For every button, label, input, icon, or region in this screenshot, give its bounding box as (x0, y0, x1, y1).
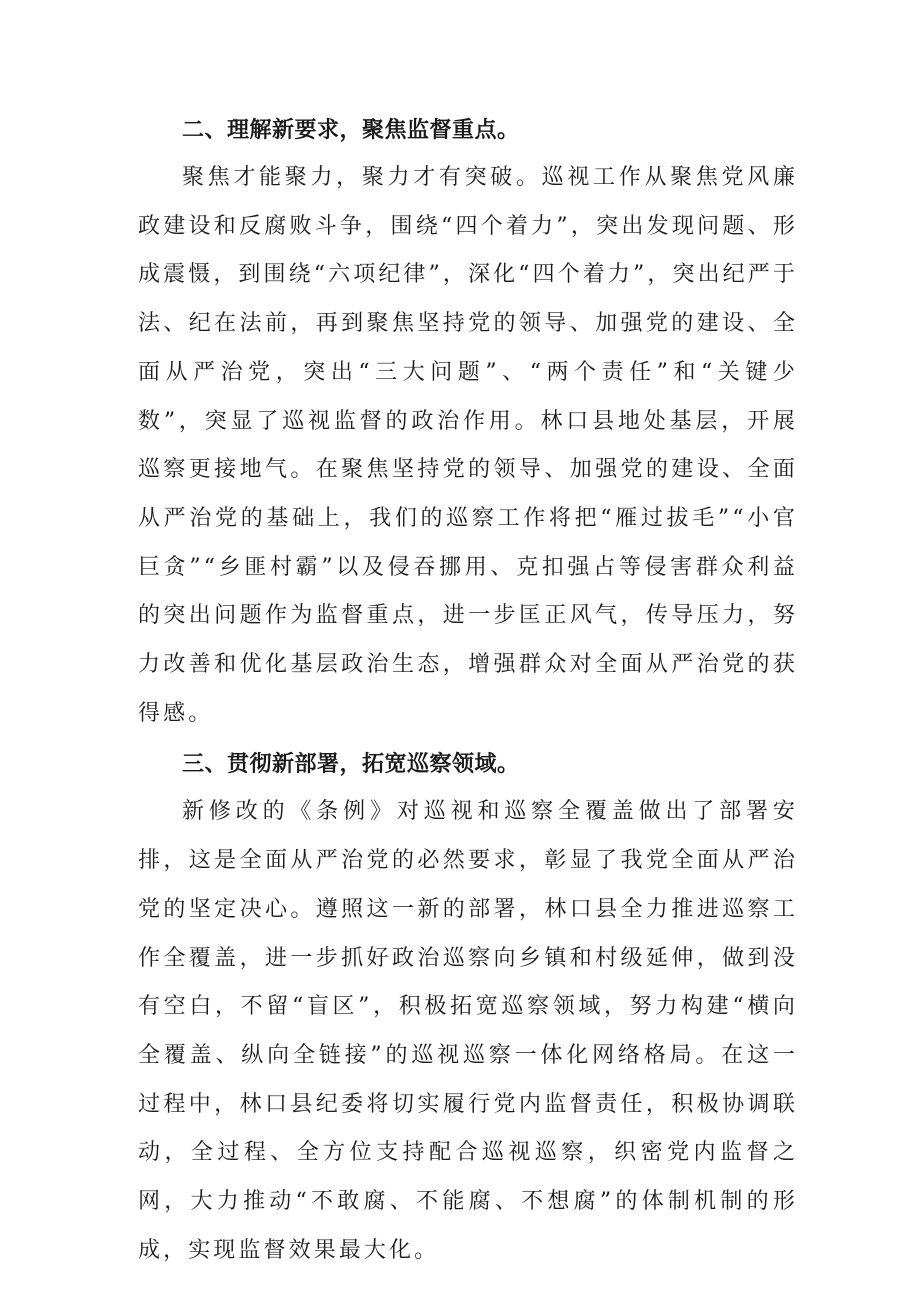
section-3-paragraph: 新修改的《条例》对巡视和巡察全覆盖做出了部署安排，这是全面从严治党的必然要求，彰显了我党全面从严治党的坚定决心。遵照这一新的部署，林口县全力推进巡察工作全覆盖，进一步抓好政治巡察向乡镇和村级延伸，做到没有空白，不留“盲区”，积极拓宽巡察领域，努力构建“横向全覆盖、纵向全链接”的巡视巡察一体化网络格局。在这一过程中，林口县纪委将切实履行党内监督责任，积极协调联动，全过程、全方位支持配合巡视巡察，织密党内监督之网，大力推动“不敢腐、不能腐、不想腐”的体制机制的形成，实现监督效果最大化。 (138, 799, 798, 1263)
section-2-heading: 二、理解新要求，聚焦监督重点。 (182, 118, 520, 143)
section-2-paragraph: 聚焦才能聚力，聚力才有突破。巡视工作从聚焦党风廉政建设和反腐败斗争，围绕“四个着力”，突出发现问题、形成震慑，到围绕“六项纪律”，深化“四个着力”，突出纪严于法、纪在法前，再到聚焦坚持党的领导、加强党的建设、全面从严治党，突出“三大问题”、“两个责任”和“关键少数”，突显了巡视监督的政治作用。林口县地处基层，开展巡察更接地气。在聚焦坚持党的领导、加强党的建设、全面从严治党的基础上，我们的巡察工作将把“雁过拔毛”“小官巨贪”“乡匪村霸”以及侵吞挪用、克扣强占等侵害群众利益的突出问题作为监督重点，进一步匡正风气，传导压力，努力改善和优化基层政治生态，增强群众对全面从严治党的获得感。 (138, 165, 798, 726)
section-3-heading: 三、贯彻新部署，拓宽巡察领域。 (182, 752, 520, 778)
document-body (138, 108, 798, 1275)
